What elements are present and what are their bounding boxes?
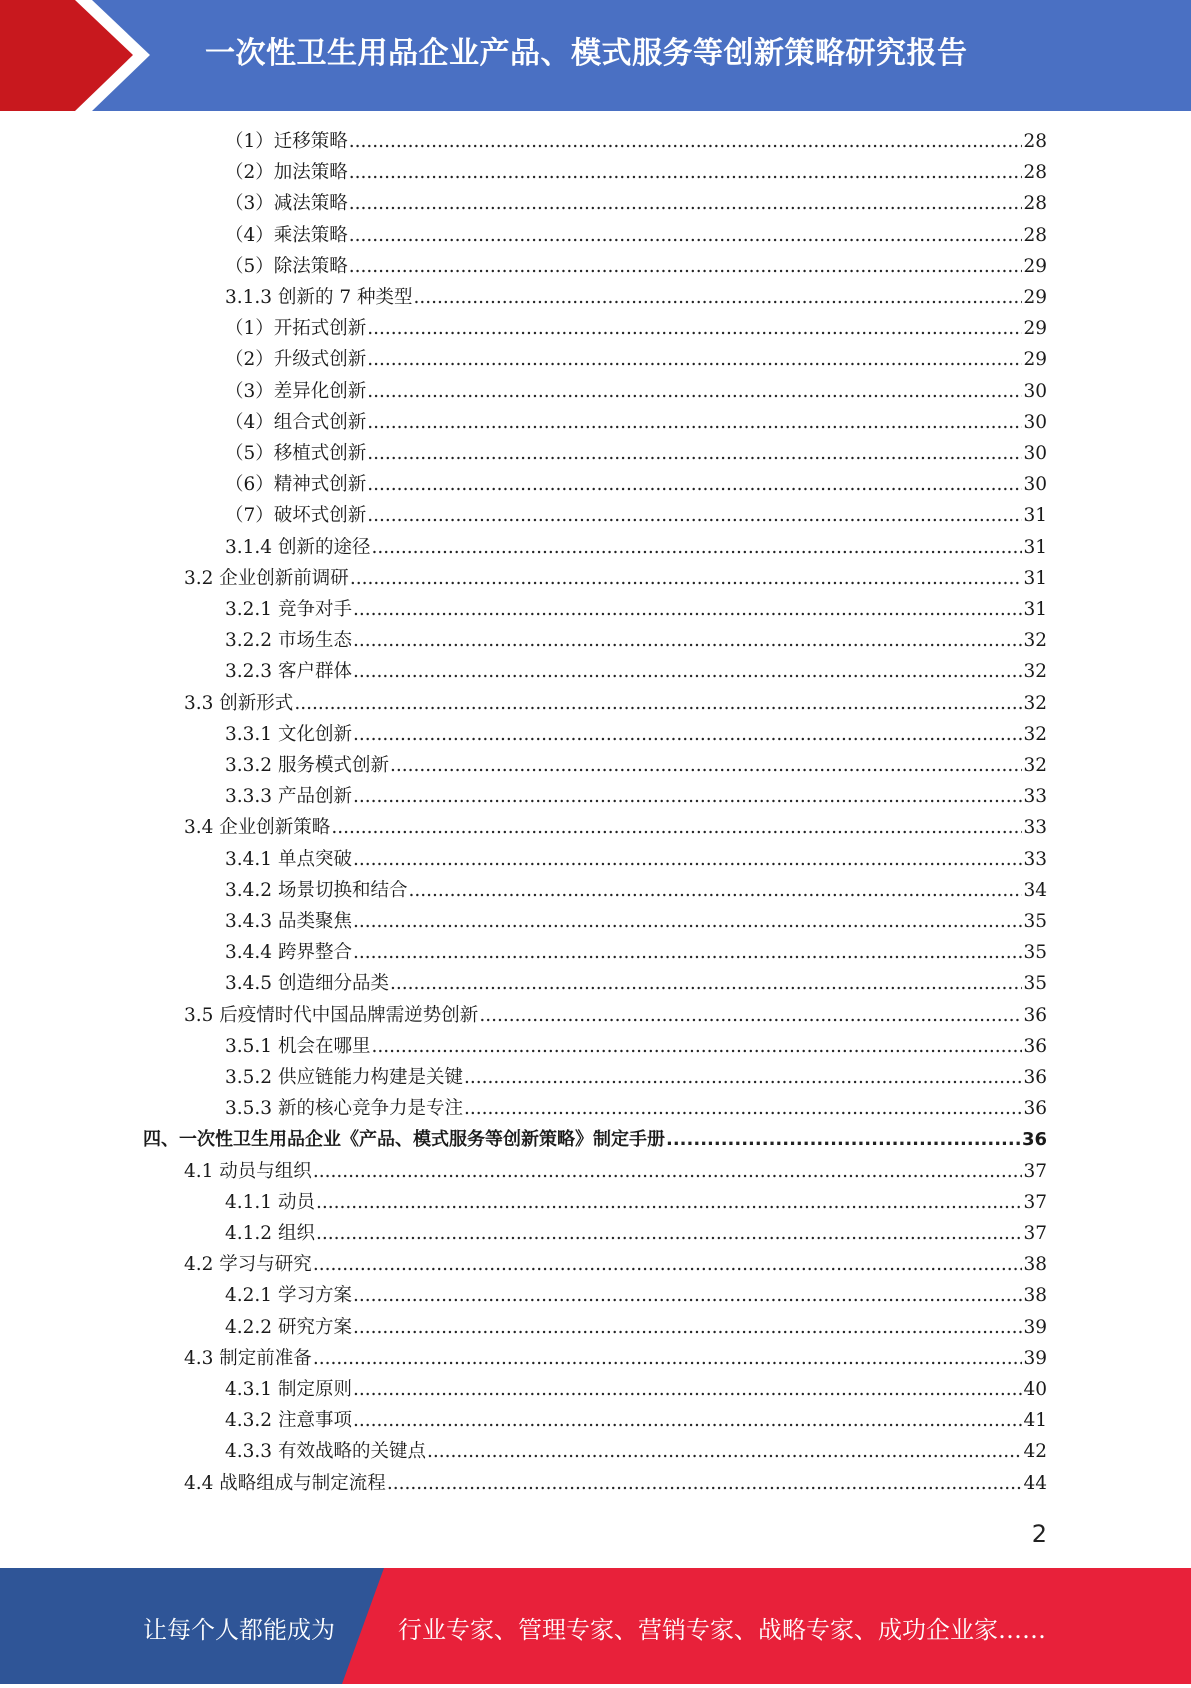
- toc-entry[interactable]: [184, 563, 1047, 594]
- toc-entry-label: 3.4.2 场景切换和结合: [225, 879, 408, 901]
- toc-entry-page: 37: [1023, 1160, 1047, 1182]
- toc-entry[interactable]: [225, 1312, 1047, 1343]
- toc-entry-page: 38: [1023, 1254, 1047, 1276]
- toc-entry-label: （2）升级式创新: [225, 349, 367, 371]
- toc-entry-label: 四、一次性卫生用品企业《产品、模式服务等创新策略》制定手册: [143, 1129, 665, 1151]
- toc-entry[interactable]: [225, 532, 1047, 563]
- toc-entry[interactable]: [225, 968, 1047, 999]
- toc-leader-dots: [349, 251, 1023, 282]
- toc-leader-dots: [367, 407, 1022, 438]
- report-title: 一次性卫生用品企业产品、模式服务等创新策略研究报告: [205, 36, 968, 71]
- footer-slogan: 让每个人都能成为: [143, 1616, 335, 1644]
- toc-entry-label: 3.3.2 服务模式创新: [225, 755, 389, 776]
- toc-entry-page: 42: [1023, 1441, 1047, 1463]
- toc-entry-label: （5）移植式创新: [225, 443, 367, 464]
- toc-entry[interactable]: [225, 500, 1047, 531]
- toc-entry-page: 37: [1023, 1223, 1047, 1244]
- toc-entry-page: 36: [1023, 1004, 1047, 1026]
- toc-entry-label: 3.4 企业创新策略: [184, 817, 331, 839]
- toc-entry[interactable]: [225, 1218, 1047, 1249]
- toc-leader-dots: [371, 1031, 1022, 1062]
- toc-leader-dots: [367, 469, 1022, 500]
- toc-leader-dots: [316, 1187, 1023, 1218]
- toc-entry[interactable]: [225, 1031, 1047, 1062]
- toc-entry-label: 4.4 战略组成与制定流程: [184, 1472, 386, 1494]
- toc-entry-page: 31: [1023, 505, 1047, 527]
- toc-entry[interactable]: [225, 1436, 1047, 1467]
- toc-entry-page: 31: [1023, 536, 1047, 558]
- toc-entry-page: 34: [1023, 879, 1047, 901]
- toc-leader-dots: [353, 906, 1023, 937]
- toc-leader-dots: [353, 656, 1023, 687]
- toc-entry-label: 3.3.3 产品创新: [225, 786, 352, 808]
- toc-entry-page: 28: [1023, 162, 1047, 184]
- toc-leader-dots: [353, 719, 1023, 750]
- toc-leader-dots: [390, 750, 1022, 781]
- toc-entry-label: 3.1.3 创新的 7 种类型: [225, 287, 413, 308]
- toc-entry-page: 29: [1023, 349, 1047, 371]
- toc-entry[interactable]: [225, 1187, 1047, 1218]
- toc-entry-label: 3.1.4 创新的途径: [225, 536, 371, 558]
- toc-entry[interactable]: [225, 251, 1047, 282]
- toc-entry[interactable]: [225, 1062, 1047, 1093]
- toc-entry-page: 44: [1023, 1472, 1047, 1494]
- toc-entry[interactable]: [225, 188, 1047, 219]
- toc-entry[interactable]: [225, 438, 1047, 469]
- toc-entry-label: （3）差异化创新: [225, 380, 367, 402]
- toc-leader-dots: [353, 1280, 1023, 1311]
- toc-entry-page: 33: [1023, 848, 1047, 870]
- toc-entry-label: （7）破坏式创新: [225, 505, 367, 527]
- toc-leader-dots: [353, 937, 1023, 968]
- toc-entry-page: 41: [1023, 1410, 1047, 1432]
- toc-entry-page: 29: [1023, 287, 1047, 308]
- toc-entry[interactable]: [184, 812, 1047, 843]
- header-arrow-accent: [0, 0, 160, 111]
- toc-entry-label: （4）组合式创新: [225, 411, 367, 433]
- toc-entry-label: 3.3.1 文化创新: [225, 723, 352, 745]
- toc-entry-page: 36: [1023, 1035, 1047, 1057]
- toc-leader-dots: [367, 438, 1022, 469]
- toc-entry-page: 28: [1023, 224, 1047, 246]
- toc-entry-page: 32: [1023, 661, 1047, 683]
- toc-entry-page: 28: [1023, 131, 1047, 152]
- toc-entry[interactable]: [225, 906, 1047, 937]
- toc-entry-page: 36: [1023, 1098, 1047, 1120]
- toc-leader-dots: [353, 1405, 1023, 1436]
- toc-entry-page: 29: [1023, 255, 1047, 277]
- toc-entry[interactable]: [225, 469, 1047, 500]
- toc-leader-dots: [294, 688, 1022, 719]
- toc-entry-label: （4）乘法策略: [225, 224, 348, 246]
- toc-entry[interactable]: [225, 220, 1047, 251]
- toc-entry-label: 3.5.2 供应链能力构建是关键: [225, 1067, 463, 1088]
- toc-entry-page: 40: [1023, 1379, 1047, 1400]
- toc-entry-label: （3）减法策略: [225, 193, 348, 215]
- toc-entry-page: 30: [1023, 380, 1047, 402]
- toc-entry[interactable]: [225, 344, 1047, 375]
- toc-entry[interactable]: [225, 656, 1047, 687]
- toc-entry[interactable]: [225, 781, 1047, 812]
- toc-leader-dots: [313, 1343, 1023, 1374]
- toc-leader-dots: [349, 157, 1023, 188]
- toc-leader-dots: [353, 1312, 1023, 1343]
- toc-leader-dots: [349, 220, 1023, 251]
- toc-entry-label: （2）加法策略: [225, 162, 348, 184]
- toc-leader-dots: [464, 1062, 1022, 1093]
- toc-leader-dots: [367, 344, 1022, 375]
- toc-leader-dots: [316, 1218, 1023, 1249]
- toc-entry[interactable]: [184, 1156, 1047, 1187]
- toc-entry-label: （6）精神式创新: [225, 474, 367, 496]
- toc-entry[interactable]: [225, 1280, 1047, 1311]
- toc-entry-label: 4.3.2 注意事项: [225, 1410, 352, 1432]
- toc-entry-label: 3.4.1 单点突破: [225, 848, 352, 870]
- toc-entry[interactable]: [184, 688, 1047, 719]
- toc-entry-label: （1）开拓式创新: [225, 318, 367, 340]
- toc-leader-dots: [479, 1000, 1022, 1031]
- toc-entry-label: （1）迁移策略: [225, 131, 348, 152]
- toc-entry[interactable]: [225, 282, 1047, 313]
- toc-entry-page: 36: [1021, 1129, 1047, 1151]
- toc-entry[interactable]: [225, 1093, 1047, 1124]
- toc-leader-dots: [353, 1374, 1023, 1405]
- toc-chapter-entry[interactable]: [143, 1124, 1047, 1155]
- toc-entry-page: 29: [1023, 318, 1047, 340]
- toc-entry-label: 3.2.3 客户群体: [225, 661, 352, 683]
- toc-entry[interactable]: [225, 1405, 1047, 1436]
- toc-entry-page: 35: [1023, 911, 1047, 932]
- toc-entry-page: 30: [1023, 443, 1047, 464]
- toc-leader-dots: [349, 188, 1023, 219]
- toc-leader-dots: [408, 875, 1022, 906]
- toc-entry-label: 3.3 创新形式: [184, 692, 294, 714]
- toc-entry-page: 39: [1023, 1316, 1047, 1338]
- toc-leader-dots: [353, 594, 1023, 625]
- toc-entry-page: 32: [1023, 755, 1047, 776]
- toc-entry[interactable]: [225, 407, 1047, 438]
- toc-entry-page: 31: [1023, 567, 1047, 589]
- toc-entry-page: 35: [1023, 942, 1047, 964]
- toc-entry-page: 28: [1023, 193, 1047, 215]
- toc-entry-label: 3.5.3 新的核心竞争力是专注: [225, 1098, 463, 1120]
- toc-entry-page: 32: [1023, 692, 1047, 714]
- toc-leader-dots: [331, 812, 1022, 843]
- toc-entry[interactable]: [225, 937, 1047, 968]
- toc-entry[interactable]: [225, 1374, 1047, 1405]
- toc-entry-label: 3.4.3 品类聚焦: [225, 911, 352, 932]
- toc-leader-dots: [666, 1124, 1021, 1155]
- toc-entry[interactable]: [225, 594, 1047, 625]
- toc-entry-label: 4.3.3 有效战略的关键点: [225, 1441, 426, 1463]
- toc-leader-dots: [387, 1468, 1023, 1499]
- toc-leader-dots: [313, 1156, 1023, 1187]
- toc-entry-page: 31: [1023, 599, 1047, 620]
- toc-leader-dots: [390, 968, 1022, 999]
- toc-leader-dots: [371, 532, 1022, 563]
- toc-entry-label: 4.2.2 研究方案: [225, 1316, 352, 1338]
- toc-entry-page: 38: [1023, 1285, 1047, 1307]
- toc-entry-page: 30: [1023, 411, 1047, 433]
- toc-entry-label: 4.2 学习与研究: [184, 1254, 312, 1276]
- report-header: [0, 0, 1191, 111]
- toc-entry-label: （5）除法策略: [225, 255, 348, 277]
- toc-entry-label: 4.2.1 学习方案: [225, 1285, 352, 1307]
- toc-entry-label: 3.2 企业创新前调研: [184, 567, 349, 589]
- toc-entry-page: 35: [1023, 973, 1047, 995]
- toc-leader-dots: [367, 313, 1022, 344]
- toc-entry-label: 4.1.1 动员: [225, 1191, 315, 1213]
- toc-entry-page: 39: [1023, 1347, 1047, 1369]
- toc-leader-dots: [427, 1436, 1022, 1467]
- toc-entry-label: 4.3.1 制定原则: [225, 1379, 352, 1400]
- footer-roles: 行业专家、管理专家、营销专家、战略专家、成功企业家……: [398, 1616, 1046, 1644]
- toc-leader-dots: [367, 376, 1022, 407]
- toc-leader-dots: [367, 500, 1022, 531]
- toc-entry[interactable]: [184, 1343, 1047, 1374]
- toc-entry-label: 3.2.2 市场生态: [225, 630, 352, 652]
- toc-entry[interactable]: [225, 625, 1047, 656]
- toc-leader-dots: [313, 1249, 1023, 1280]
- toc-entry[interactable]: [184, 1468, 1047, 1499]
- toc-leader-dots: [414, 282, 1023, 313]
- toc-entry-page: 33: [1023, 817, 1047, 839]
- toc-entry[interactable]: [225, 844, 1047, 875]
- toc-leader-dots: [350, 563, 1023, 594]
- toc-leader-dots: [353, 844, 1023, 875]
- toc-leader-dots: [353, 625, 1023, 656]
- toc-entry-page: 32: [1023, 630, 1047, 652]
- toc-entry[interactable]: [225, 126, 1047, 157]
- toc-entry-page: 36: [1023, 1067, 1047, 1088]
- toc-entry-page: 37: [1023, 1191, 1047, 1213]
- toc-entry-label: 3.2.1 竞争对手: [225, 599, 352, 620]
- page-number: 2: [1031, 1520, 1047, 1548]
- toc-entry[interactable]: [225, 719, 1047, 750]
- toc-leader-dots: [353, 781, 1023, 812]
- toc-entry-label: 3.4.5 创造细分品类: [225, 973, 389, 995]
- toc-entry[interactable]: [184, 1249, 1047, 1280]
- toc-entry-label: 3.5 后疫情时代中国品牌需逆势创新: [184, 1004, 479, 1026]
- toc-entry[interactable]: [225, 376, 1047, 407]
- toc-entry-label: 4.1.2 组织: [225, 1223, 315, 1244]
- toc-entry-label: 3.4.4 跨界整合: [225, 942, 352, 964]
- toc-entry-label: 4.3 制定前准备: [184, 1347, 312, 1369]
- toc-entry[interactable]: [225, 875, 1047, 906]
- toc-entry[interactable]: [184, 1000, 1047, 1031]
- toc-leader-dots: [464, 1093, 1022, 1124]
- toc-entry-page: 33: [1023, 786, 1047, 808]
- toc-leader-dots: [349, 126, 1023, 157]
- toc-entry[interactable]: [225, 313, 1047, 344]
- toc-entry-label: 3.5.1 机会在哪里: [225, 1035, 371, 1057]
- toc-entry-page: 32: [1023, 723, 1047, 745]
- toc-entry[interactable]: [225, 750, 1047, 781]
- toc-entry-label: 4.1 动员与组织: [184, 1160, 312, 1182]
- toc-entry[interactable]: [225, 157, 1047, 188]
- toc-entry-page: 30: [1023, 474, 1047, 496]
